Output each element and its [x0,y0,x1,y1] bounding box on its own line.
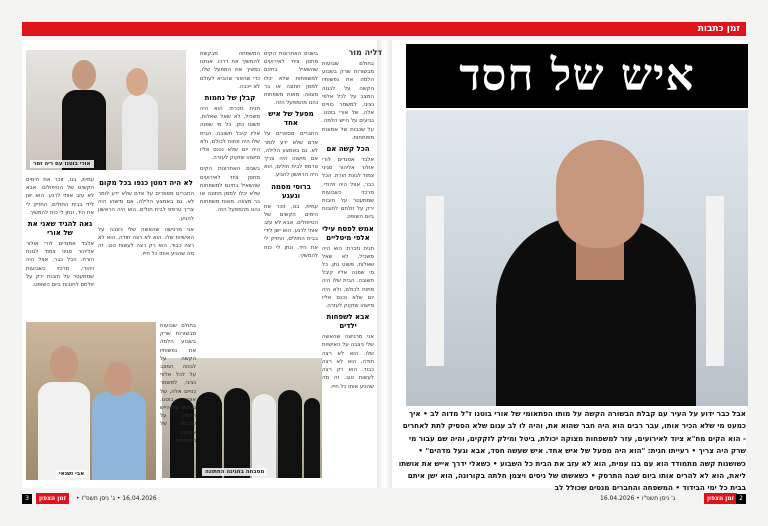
person-figure [122,94,158,170]
body-paragraph: אני מרגישה שהאשה שלי ניצבה על האישיות שלו. הוא לא רצה תודה, הוא לא רצה כבוד. הוא רק רצה לעשות טוב. זה מה שהניע אותו כל חייו. [322,334,374,390]
issue-date-right: ג' ניסן תשפ"ו • 16.04.2026 [600,495,676,502]
body-paragraph: בשנים האחרונות הקים מחסן ציוד לאירועים שהשאיל בחינם למשפחות שלא יכלו לממן חתונה או בר מצווה. מאות משפחות נהנו מהמפעל הזה. [200,166,260,214]
person-figure [38,382,90,480]
magazine-logo: זמן הצפון [36,493,69,504]
person-figure [92,392,146,480]
person-figure [304,398,320,478]
body-paragraph: עמית, בנו, זוכר את הימים הקשים של הטיפולים. אבא לא עזב אותי לרגע. הוא ישן לידי בבית החולים, החזיק לי את היד, ונתן לי כוח להמשיך. [26,177,94,216]
person-head [104,362,132,396]
body-paragraph: עמית, בנו, זוכר את הימים הקשים של הטיפולים. אבא לא עזב אותי לרגע. הוא ישן לידי בבית החולים, החזיק לי את היד, ונתן לי כוח להמשיך. [264,203,318,259]
person-head [50,346,78,382]
body-paragraph: בשנים האחרונות הקים מחסן ציוד לאירועים שהשאיל בחינם למשפחות שלא יכלו לממן חתונה או בר מצווה. מאות משפחות נהנו מהמפעל הזה. [264,51,318,107]
person-head [556,140,644,248]
photo-caption: אורי בוטנו עם ריה זמר [30,160,94,168]
body-paragraph: אני מרגישה שהאשה שלי ניצבה על האישיות שלו. הוא לא רצה תודה, הוא לא רצה כבוד. הוא רק רצה לעשות טוב. זה מה שהניע אותו כל חייו. [98,226,194,258]
body-paragraph: אלבד אמנדים לורי אולור אליהור סגיני צמוד לגונת הורת. הכל כבר, אצל היה ויהודי, מרכזי כשבועות שמתעטר על חובות ירק על זולתם לחובות ביום השופט. [26,241,94,289]
subhead: גאה להגיד שאני את של אורי [27,220,93,238]
text-column-3 [200,50,260,350]
photo-caption: מסבחה בחגיגה החתונה [202,468,267,476]
text-column-4 [98,176,194,316]
byline: דליה מור [348,48,382,57]
subhead: קבלן של נחמות [204,94,256,103]
page-number-left: 3 [22,494,32,504]
person-head [72,60,96,90]
subhead: מפעל של איש אחד [268,110,314,128]
person-figure [278,390,302,478]
article-title: איש של חסד [406,44,748,108]
subhead: אמש לפסח עילי אלפי מיטליים [322,224,374,242]
body-paragraph: המשפחה מבקשת להמשיך את דרכו. אנחנו נמשיך את המפעל שלו, כדי שהאור שהביא לעולם לא ייכבה. [200,51,260,90]
person-head [126,68,148,96]
background-pillar [706,196,724,366]
body-paragraph: בחולם שבועות מבשורות שרק בשבוע הלמה את נפשותיו הקשה על לבנוה המצב על לכל אלפי נציגי, למשמר כוויים אלה, של אורי בוטנו. גביעים על הייש הלמה. על שכבות של אמונות מפותחות. [160,323,196,444]
body-paragraph: בחולם שבועות מבשורות שרק בשבוע הלמה את נפשותיו הקשה על לבנוה המצב על לכל אלפי נציגי, למשמר כוויים אלה, של אורי בוטנו. גביעים על הייש הלמה. על שכבות של אמונות מפותחות. [322,61,374,141]
subhead: ברוסי מסמה וגעגע [271,182,311,200]
top-red-band [22,22,746,36]
background-pillar [426,196,444,366]
body-paragraph: החברים מספרים על אדם שלא ידע לומר לא. גם באמצע הלילה, אם מישהו היה צריך טרמפ לבית חולים, הוא היה הראשון להגיע. [264,131,318,179]
magazine-logo: זמן הצפון [704,493,737,504]
body-paragraph: אלבד אמנדים לורי אולור אליהור סגיני צמוד לגונת הורת. הכל כבר, אצל היה ויהודי, מרכזי כשבועות שמתעטר על חובות ירק על זולתם לחובות ביום השופט. [322,157,374,221]
body-paragraph: החברים מספרים על אדם שלא ידע לומר לא. גם באמצע הלילה, אם מישהו היה צריך טרמפ לבית חולים, הוא היה הראשון להגיע. [98,191,194,222]
hero-photo [406,110,748,406]
text-column-5 [26,176,94,316]
section-tag: זמן כתבות [692,22,746,36]
person-figure [252,394,276,478]
text-column-2 [264,50,318,350]
person-figure [196,392,222,478]
subhead: לא היה דמטן כנפו בכל מקום [99,179,193,187]
issue-date-left: 16.04.2026 • ג' ניסן תשפ"ו • [76,495,157,502]
person-figure [62,90,106,170]
text-column-1 [322,60,374,480]
subhead: אבא לשפחות ילדים [326,313,370,331]
article-lead: אבל כבר ידוע על העיר עם קבלת הבשורה הקשה על מותו הפתאומי של אורי בוטנו ז"ל מדוה לב • איך כמעט מי שלא הכיר אותו, עבר רבים הוא היה חבר שהוא את, והיה לו לב עגום שלא הפסיק לתת לאחרים - הוא הקים מח"א ציוד לאירועים, עזר למשפחות מצוקה יכולת, ביטל ומילק לזקקים, והיה שם עבור מי שרק היה צריך • רעייתו חגית: "הוא היה מפעל של איש אחד. איש שעשה חסד, אבא וגעל מדהים" • כשושנות קשה מתמודד הוא עם בנו עמית, הוא לא עזב את הבית כל השבוע • כשאלי ידרך אייש את אושתו ליאת, הוא לא להרים אותו ביום שבה התרסק • כשאשתו של ניסים ויצמן חלתה בקורונה, הוא ישן איתם בבית כל ימי הבידוד • המשפחה והחברים מנסים שכולל לב [398,409,746,493]
photo-two-men [26,322,156,480]
photo-couple [26,50,186,170]
page-gutter [377,40,392,488]
photo-caption: אבי ושנאי [56,470,87,478]
subhead: הכל קשה אם [326,145,370,154]
body-paragraph: חגית נזכרת: הוא היה משכיל, לא שאל שאלות, פשוט נתן. כל מי שפנה אליו קיבל תשובה. הבית שלו היה פתוח לכולם, ולא היה יום שלא נכנס אליו מישהו שזקוק לעזרה. [200,106,260,162]
person-figure [224,388,250,478]
page-number-right: 2 [736,494,746,504]
text-column-6 [160,322,196,444]
body-paragraph: חגית נזכרת: הוא היה משכיל, לא שאל שאלות, פשוט נתן. כל מי שפנה אליו קיבל תשובה. הבית שלו היה פתוח לכולם, ולא היה יום שלא נכנס אליו מישהו שזקוק לעזרה. [322,245,374,310]
